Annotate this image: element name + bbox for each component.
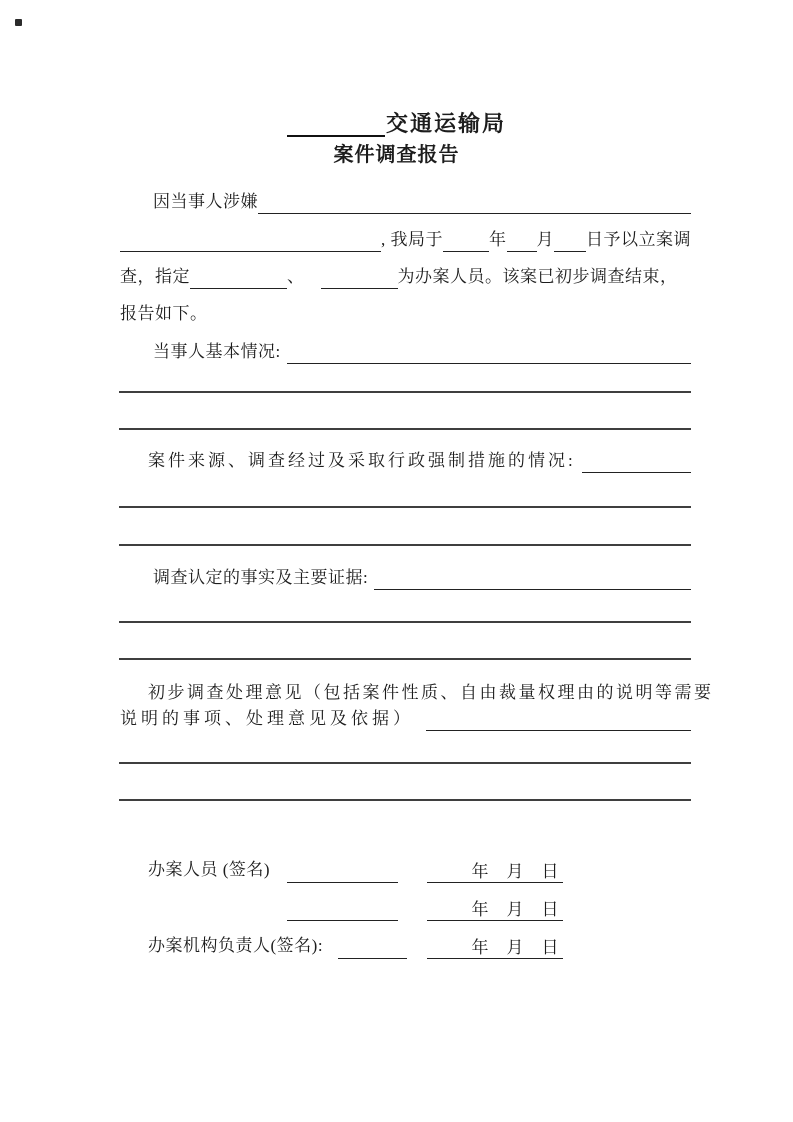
handler-signature-blank-2: [287, 896, 398, 921]
section-opinion-line1: [120, 680, 714, 705]
enumeration-comma: 、: [287, 267, 305, 286]
intro-line-1: [120, 189, 691, 214]
assign-head-text: 查，指定: [120, 267, 190, 286]
facts-evidence-label: 调查认定的事实及主要证据:: [153, 568, 369, 587]
facts-evidence-blank-field: [374, 565, 691, 590]
ruled-blank-line: [119, 506, 691, 508]
signature-date-line-1: 年 月 日: [427, 859, 563, 883]
section-facts-evidence: [120, 565, 691, 590]
suspicion-blank-field: [258, 189, 691, 214]
report-follows-text: 报告如下。: [120, 304, 208, 323]
month-blank-field: [507, 227, 537, 252]
section-case-source: [120, 448, 691, 473]
party-basic-blank-field: [287, 339, 691, 364]
document-title: 案件调查报告: [333, 144, 460, 166]
scan-artifact-dot: [15, 19, 22, 26]
handler-signature-blank-1: [287, 858, 398, 883]
section-party-basic: [120, 339, 691, 364]
chief-signature-blank: [338, 934, 407, 959]
agency-name-blank: [287, 109, 385, 137]
officer2-blank-field: [321, 264, 398, 289]
intro-line-3: [120, 264, 691, 289]
opinion-label-line2: 说明的事项、处理意见及依据）: [120, 709, 414, 728]
ruled-blank-line: [119, 391, 691, 393]
opinion-blank-field: [426, 706, 691, 731]
handler-signature-label: 办案人员 (签名): [148, 860, 271, 879]
ruled-blank-line: [119, 544, 691, 546]
day-and-tail-text: 日予以立案调: [586, 230, 691, 249]
chief-signature-row: [120, 933, 691, 959]
officer1-blank-field: [190, 264, 287, 289]
agency-name-suffix: 交通运输局: [385, 111, 506, 136]
suspect-prefix-text: 因当事人涉嫌: [153, 192, 258, 211]
case-source-blank-field: [582, 448, 691, 473]
assign-tail-text: 为办案人员。该案已初步调查结束，: [397, 267, 678, 286]
filing-text: , 我局于: [381, 230, 443, 249]
ruled-blank-line: [119, 621, 691, 623]
intro-line-2: [120, 227, 691, 252]
document-agency-title: [0, 109, 793, 137]
handler-signature-row-1: [120, 857, 691, 883]
opinion-label-line1: 初步调查处理意见（包括案件性质、自由裁量权理由的说明等需要: [148, 683, 714, 702]
ruled-blank-line: [119, 799, 691, 801]
handler-signature-row-2: [120, 895, 691, 921]
intro-line-4: [120, 301, 691, 326]
day-blank-field: [554, 227, 586, 252]
year-blank-field: [443, 227, 489, 252]
party-basic-label: 当事人基本情况:: [153, 342, 281, 361]
signature-date-line-3: 年 月 日: [427, 935, 563, 959]
suspicion-blank-continued: [120, 227, 381, 252]
ruled-blank-line: [119, 428, 691, 430]
chief-signature-label: 办案机构负责人(签名):: [148, 936, 324, 955]
ruled-blank-line: [119, 762, 691, 764]
signature-date-line-2: 年 月 日: [427, 897, 563, 921]
section-opinion-line2: [120, 706, 691, 731]
year-label: 年: [489, 230, 507, 249]
ruled-blank-line: [119, 658, 691, 660]
month-label: 月: [536, 230, 554, 249]
case-source-label: 案件来源、调查经过及采取行政强制措施的情况:: [148, 451, 576, 470]
